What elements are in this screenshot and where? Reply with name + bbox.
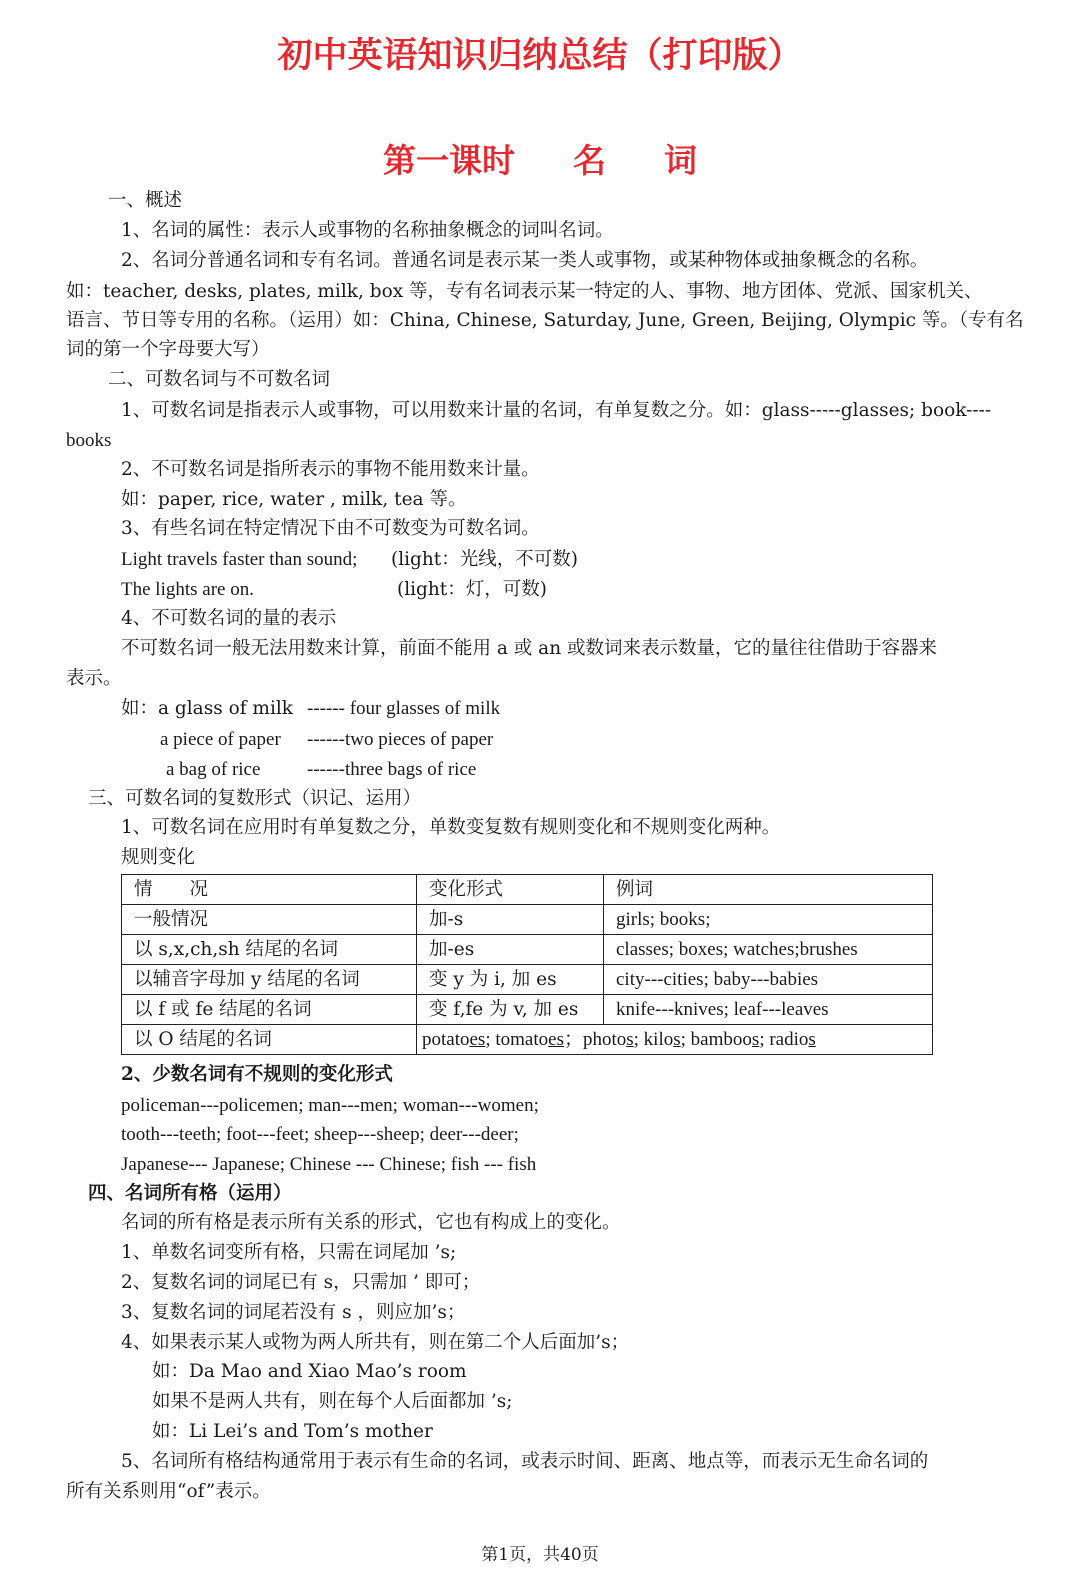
paragraph: 1、可数名词在应用时有单复数之分，单数变复数有规则变化和不规则变化两种。 xyxy=(121,817,781,838)
word-ending: s xyxy=(673,1029,681,1050)
page-number: 第1页，共40页 xyxy=(481,1545,599,1565)
measure-example: ------two pieces of paper xyxy=(307,729,494,750)
table-header-cell: 情 况 xyxy=(122,875,417,905)
section-1-heading: 一、概述 xyxy=(108,190,183,211)
table-cell: 加-es xyxy=(417,935,604,965)
irregular-examples: policeman---policemen; man---men; woman---women; xyxy=(121,1095,539,1116)
separator: ; bamboo xyxy=(680,1029,752,1050)
lesson-topic-char-2: 词 xyxy=(664,141,697,180)
table-row xyxy=(122,905,933,935)
table-header-cell: 变化形式 xyxy=(417,875,604,905)
table-header-row xyxy=(122,875,933,905)
example: 如：Da Mao and Xiao Mao’s room xyxy=(152,1361,467,1382)
subheading: 2、少数名词有不规则的变化形式 xyxy=(121,1064,393,1085)
table-row xyxy=(122,935,933,965)
rule: 5、名词所有格结构通常用于表示有生命的名词，或表示时间、距离、地点等，而表示无生命名词的 xyxy=(121,1451,929,1472)
paragraph: 4、不可数名词的量的表示 xyxy=(121,608,337,629)
paragraph: 3、有些名词在特定情况下由不可数变为可数名词。 xyxy=(121,518,540,539)
word-ending: s xyxy=(626,1029,634,1050)
section-3-heading: 三、可数名词的复数形式（识记、运用） xyxy=(88,788,422,809)
paragraph: 1、名词的属性：表示人或事物的名称抽象概念的词叫名词。 xyxy=(121,220,614,241)
rule: 1、单数名词变所有格，只需在词尾加 ’s; xyxy=(121,1242,457,1263)
word-stem: potato xyxy=(422,1029,470,1050)
table-cell: 一般情况 xyxy=(122,905,417,935)
paragraph: 1、可数名词是指表示人或事物，可以用数来计量的名词，有单复数之分。如：glass-----glasses; book---- xyxy=(121,400,992,421)
section-4-heading: 四、名词所有格（运用） xyxy=(88,1183,292,1204)
lesson-topic-char-1: 名 xyxy=(573,141,606,180)
rule-note: 如果不是两人共有，则在每个人后面都加 ’s; xyxy=(152,1391,513,1412)
table-cell: 变 y 为 i, 加 es xyxy=(417,965,604,995)
table-cell: 以 s,x,ch,sh 结尾的名词 xyxy=(122,935,417,965)
paragraph: 不可数名词一般无法用数来计算，前面不能用 a 或 an 或数词来表示数量，它的量往往借助于容器来 xyxy=(121,638,938,659)
lesson-title xyxy=(0,135,1080,182)
measure-example: 如：a glass of milk xyxy=(121,698,294,719)
table-row xyxy=(122,965,933,995)
table-cell: 变 f,fe 为 v, 加 es xyxy=(417,995,604,1025)
table-cell: city---cities; baby---babies xyxy=(604,965,933,995)
paragraph: books xyxy=(66,430,112,451)
separator: ; xyxy=(485,1029,496,1050)
word-ending: s xyxy=(808,1029,816,1050)
table-cell-o-examples xyxy=(417,1025,933,1055)
paragraph: 名词的所有格是表示所有关系的形式，它也有构成上的变化。 xyxy=(121,1212,621,1233)
table-cell: knife---knives; leaf---leaves xyxy=(604,995,933,1025)
document-title: 初中英语知识归纳总结（打印版） xyxy=(277,36,803,76)
paragraph: 2、不可数名词是指所表示的事物不能用数来计量。 xyxy=(121,459,540,480)
measure-example: ------three bags of rice xyxy=(307,759,477,780)
example-sentence: The lights are on. xyxy=(121,579,254,600)
table-cell: 以 f 或 fe 结尾的名词 xyxy=(122,995,417,1025)
paragraph: 词的第一个字母要大写） xyxy=(66,339,270,360)
measure-example: a piece of paper xyxy=(160,729,281,750)
rule: 3、复数名词的词尾若没有 s ，则应加’s； xyxy=(121,1302,466,1323)
measure-example: ------ four glasses of milk xyxy=(307,698,501,719)
paragraph: 2、名词分普通名词和专有名词。普通名词是表示某一类人或事物，或某种物体或抽象概念的名称。 xyxy=(121,250,929,271)
irregular-examples: tooth---teeth; foot---feet; sheep---sheep; deer---deer; xyxy=(121,1124,519,1145)
separator: ; radio xyxy=(759,1029,809,1050)
subheading: 规则变化 xyxy=(121,847,196,868)
plural-rules-table xyxy=(121,874,933,1055)
irregular-examples: Japanese--- Japanese; Chinese --- Chinese; fish --- fish xyxy=(121,1154,537,1175)
example-sentence: Light travels faster than sound; xyxy=(121,549,358,570)
separator: ; kilo xyxy=(633,1029,674,1050)
table-cell: 以辅音字母加 y 结尾的名词 xyxy=(122,965,417,995)
word-ending: s xyxy=(751,1029,760,1050)
paragraph: 表示。 xyxy=(66,668,122,689)
paragraph: 语言、节日等专用的名称。（运用）如：China, Chinese, Saturday, June, Green, Beijing, Olympic 等。（专有名 xyxy=(66,310,1024,331)
word-ending: es xyxy=(548,1029,564,1050)
table-cell: classes; boxes; watches;brushes xyxy=(604,935,933,965)
section-2-heading: 二、可数名词与不可数名词 xyxy=(108,369,331,390)
table-cell: 以 O 结尾的名词 xyxy=(122,1025,417,1055)
rule: 4、如果表示某人或物为两人所共有，则在第二个人后面加’s； xyxy=(121,1332,630,1353)
rule: 2、复数名词的词尾已有 s，只需加 ’ 即可； xyxy=(121,1272,481,1293)
example-note: (light：光线，不可数) xyxy=(391,549,578,570)
example: 如：Li Lei’s and Tom’s mother xyxy=(152,1421,433,1442)
table-cell: 加-s xyxy=(417,905,604,935)
example-note: (light：灯，可数) xyxy=(397,579,547,600)
example: 如：paper, rice, water , milk, tea 等。 xyxy=(121,489,467,510)
rule: 所有关系则用“of”表示。 xyxy=(66,1481,271,1502)
word-stem: tomato xyxy=(495,1029,549,1050)
table-row xyxy=(122,1025,933,1055)
lesson-number: 第一课时 xyxy=(383,141,515,180)
word-ending: es xyxy=(469,1029,486,1050)
table-cell: girls; books; xyxy=(604,905,933,935)
measure-example: a bag of rice xyxy=(166,759,261,780)
table-row xyxy=(122,995,933,1025)
separator: ；photo xyxy=(563,1029,627,1050)
table-header-cell: 例词 xyxy=(604,875,933,905)
paragraph: 如：teacher, desks, plates, milk, box 等，专有名词表示某一特定的人、事物、地方团体、党派、国家机关、 xyxy=(66,281,983,302)
